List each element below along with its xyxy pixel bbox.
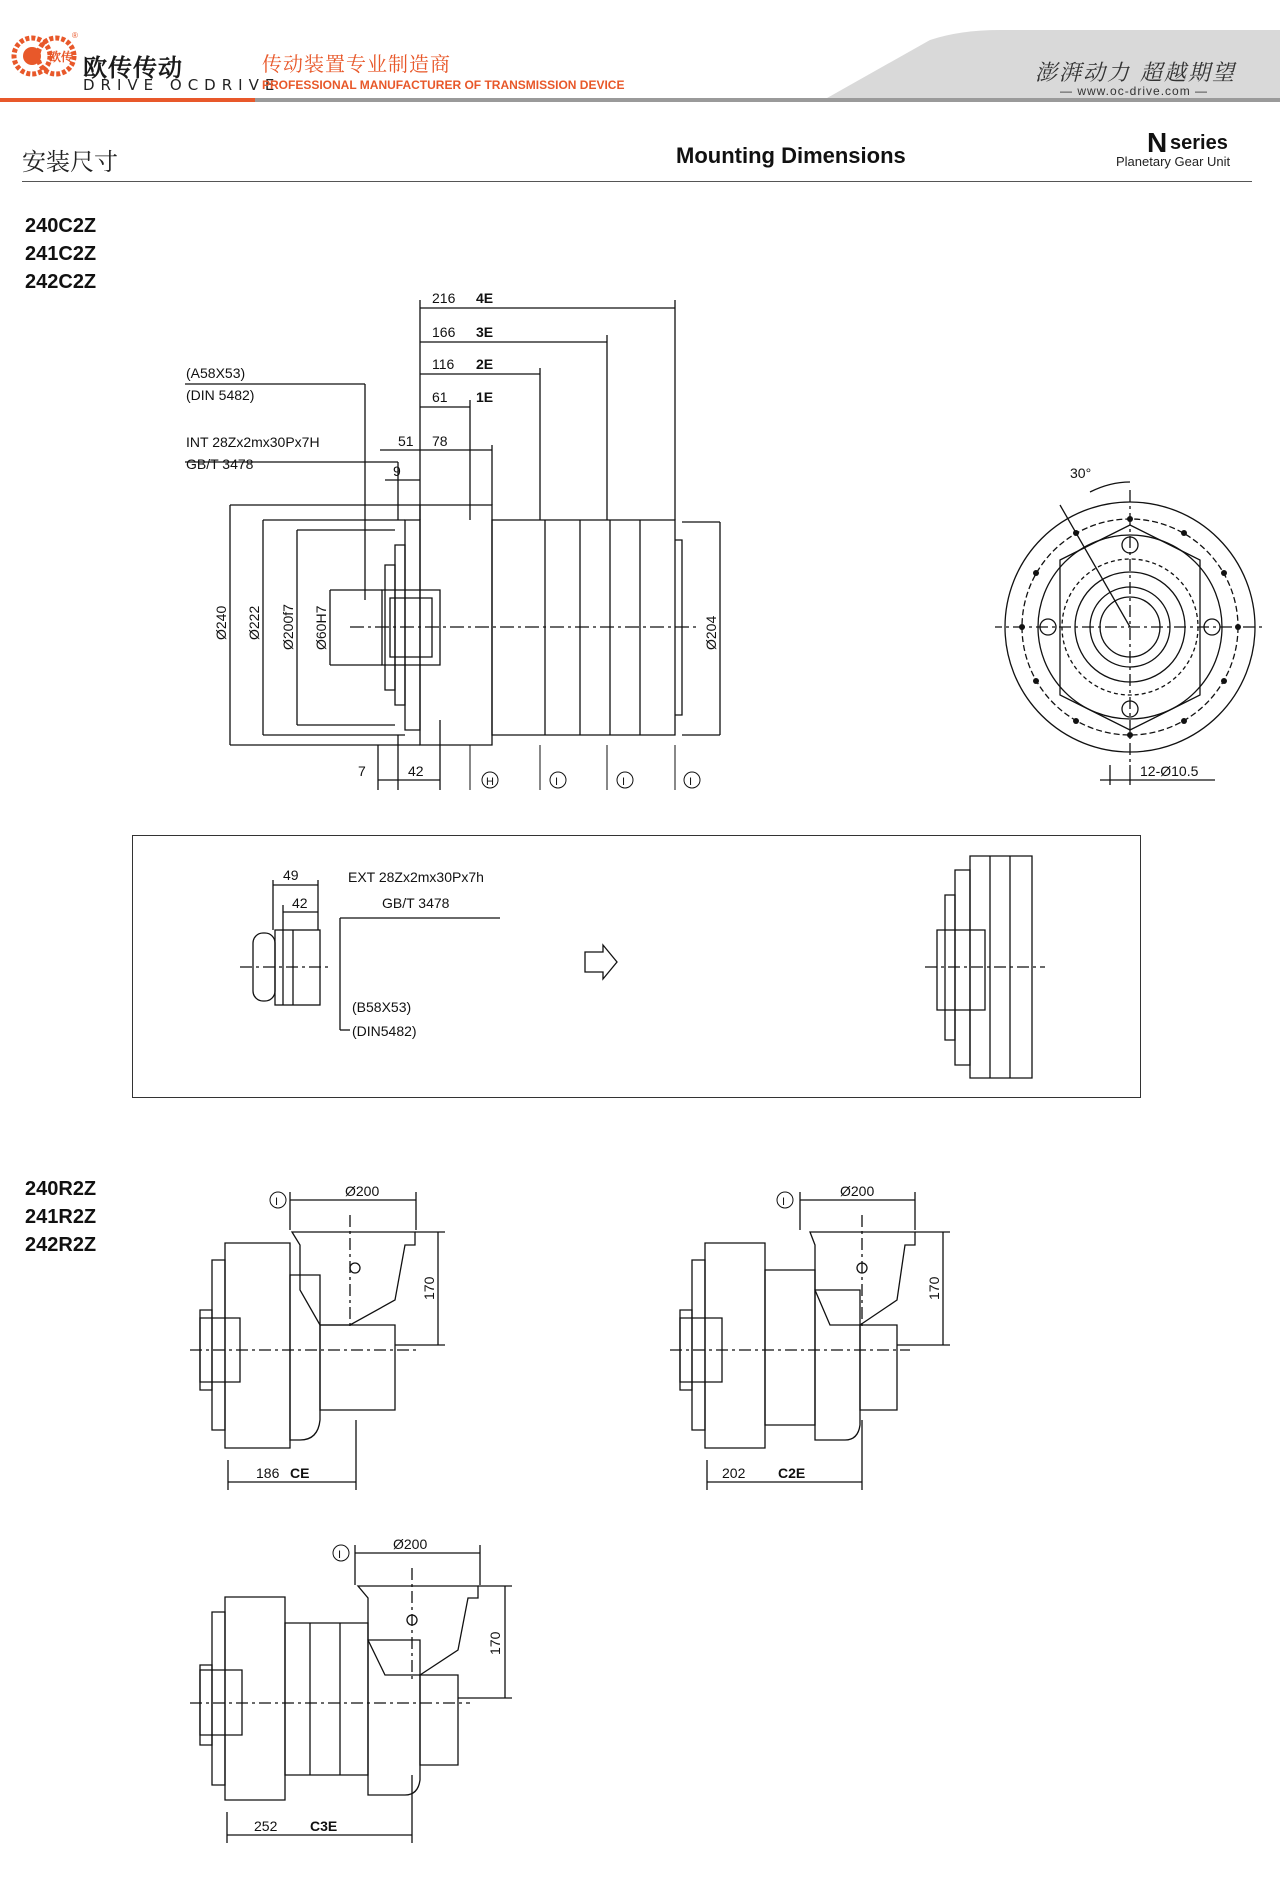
- dim-78: 78: [432, 433, 448, 449]
- c2e-diameter: Ø200: [840, 1183, 875, 1199]
- ce-length: 186: [256, 1465, 280, 1481]
- model-label: 241C2Z: [25, 243, 97, 265]
- c2z-side-view-drawing: [180, 290, 740, 800]
- dim-dia200: Ø200f7: [280, 604, 296, 650]
- ce-angle-drawing: [185, 1180, 455, 1500]
- marker-label: I: [782, 1196, 786, 1208]
- model-label: 241R2Z: [25, 1206, 97, 1228]
- dim-42: 42: [292, 895, 308, 911]
- logo-badge-text: 欧传: [49, 50, 74, 64]
- dim-dia222: Ø222: [246, 605, 262, 640]
- int-standard: GB/T 3478: [186, 456, 254, 472]
- dim-e1-tag: 1E: [476, 389, 494, 405]
- c3e-length: 252: [254, 1818, 278, 1834]
- marker-label: H: [486, 776, 494, 788]
- c2e-length: 202: [722, 1465, 746, 1481]
- c2e-angle-drawing: [665, 1180, 965, 1500]
- slogan: 澎湃动力 超越期望: [1035, 61, 1236, 86]
- dim-e3-tag: 3E: [476, 324, 494, 340]
- dim-7: 7: [358, 763, 366, 779]
- option-box-drawing: [135, 838, 1138, 1095]
- marker-label: I: [338, 1549, 342, 1561]
- model-list-r2z: [25, 1175, 96, 1259]
- c2e-height: 170: [926, 1276, 942, 1300]
- series-subtitle: Planetary Gear Unit: [1116, 154, 1231, 169]
- dim-9: 9: [393, 463, 401, 479]
- tagline-cn: 传动装置专业制造商: [262, 54, 451, 76]
- tagline-en: PROFESSIONAL MANUFACTURER OF TRANSMISSION DEVICE: [262, 78, 625, 92]
- model-label: 242R2Z: [25, 1234, 97, 1256]
- c3e-diameter: Ø200: [393, 1536, 428, 1552]
- series-word: series: [1170, 132, 1228, 154]
- int-spec: INT 28Zx2mx30Px7H: [186, 434, 320, 450]
- dim-e3: 166: [432, 324, 456, 340]
- brand-name-cn: 欧传传动: [83, 55, 183, 82]
- section-title-cn: 安装尺寸: [22, 149, 118, 176]
- dim-51: 51: [398, 433, 414, 449]
- model-label: 242C2Z: [25, 271, 97, 293]
- ce-tag: CE: [290, 1465, 310, 1481]
- section-divider: [22, 181, 1252, 182]
- marker-label: I: [622, 776, 626, 788]
- dim-e4-tag: 4E: [476, 290, 494, 306]
- dim-e4: 216: [432, 290, 456, 306]
- ext-standard: GB/T 3478: [382, 895, 450, 911]
- c2z-flange-end-view: [995, 455, 1265, 795]
- dim-42: 42: [408, 763, 424, 779]
- model-label: 240R2Z: [25, 1178, 97, 1200]
- registered-mark: ®: [72, 31, 78, 40]
- dim-49: 49: [283, 867, 299, 883]
- dim-dia60: Ø60H7: [313, 605, 329, 650]
- model-list-c2z: [25, 212, 96, 296]
- spline-spec: (A58X53): [186, 365, 246, 381]
- ext-spec: EXT 28Zx2mx30Px7h: [348, 869, 484, 885]
- c2e-tag: C2E: [778, 1465, 806, 1481]
- spline-standard-b: (DIN5482): [352, 1023, 417, 1039]
- marker-label: I: [275, 1196, 279, 1208]
- c3e-tag: C3E: [310, 1818, 338, 1834]
- dim-dia240: Ø240: [213, 605, 229, 640]
- section-title-en: Mounting Dimensions: [676, 143, 906, 168]
- c3e-height: 170: [487, 1631, 503, 1655]
- dim-e1: 61: [432, 389, 448, 405]
- marker-label: I: [689, 776, 693, 788]
- marker-label: I: [555, 776, 559, 788]
- holes-label: 12-Ø10.5: [1140, 763, 1199, 779]
- ce-diameter: Ø200: [345, 1183, 380, 1199]
- spline-spec-b: (B58X53): [352, 999, 412, 1015]
- brand-name-en: DRIVE OCDRIVE: [83, 76, 281, 94]
- angle-label: 30°: [1070, 465, 1092, 481]
- dim-e2-tag: 2E: [476, 356, 494, 372]
- model-label: 240C2Z: [25, 215, 97, 237]
- ce-height: 170: [421, 1276, 437, 1300]
- website-url[interactable]: — www.oc-drive.com —: [1060, 84, 1209, 98]
- dim-dia204: Ø204: [703, 615, 719, 650]
- c3e-angle-drawing: [185, 1530, 545, 1860]
- spline-standard: (DIN 5482): [186, 387, 255, 403]
- company-logo: [8, 28, 80, 90]
- dim-e2: 116: [432, 356, 455, 372]
- series-letter: N: [1147, 127, 1168, 158]
